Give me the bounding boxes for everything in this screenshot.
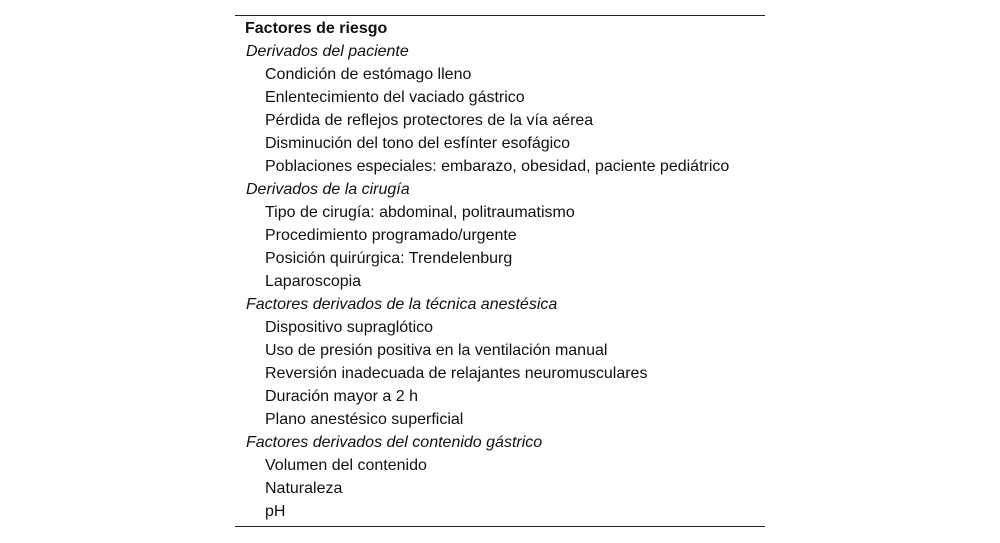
category-title: Factores derivados de la técnica anestésica (246, 296, 558, 313)
category-title: Derivados del paciente (246, 43, 409, 60)
list-item: Naturaleza (265, 480, 343, 497)
list-item: Condición de estómago lleno (265, 66, 472, 83)
list-item: Disminución del tono del esfínter esofágico (265, 135, 571, 152)
group-gastric-content (235, 431, 765, 523)
list-item: Enlentecimiento del vaciado gástrico (265, 89, 525, 106)
list-item: Reversión inadecuada de relajantes neuromusculares (265, 365, 648, 382)
risk-factors-table (235, 15, 765, 527)
list-item: Uso de presión positiva en la ventilación manual (265, 342, 608, 359)
category-title: Factores derivados del contenido gástrico (246, 434, 543, 451)
list-item: Dispositivo supraglótico (265, 319, 434, 336)
list-item: Pérdida de reflejos protectores de la vía aérea (265, 112, 594, 129)
table-header: Factores de riesgo (245, 20, 388, 37)
group-surgery (235, 178, 765, 293)
list-item: Tipo de cirugía: abdominal, politraumatismo (265, 204, 575, 221)
list-item: Duración mayor a 2 h (265, 388, 418, 405)
list-item: Plano anestésico superficial (265, 411, 464, 428)
list-item: Posición quirúrgica: Trendelenburg (265, 250, 513, 267)
group-patient (235, 40, 765, 178)
list-item: Laparoscopia (265, 273, 362, 290)
list-item: Poblaciones especiales: embarazo, obesidad, paciente pediátrico (265, 158, 730, 175)
list-item: Procedimiento programado/urgente (265, 227, 517, 244)
list-item: pH (265, 503, 286, 520)
category-title: Derivados de la cirugía (246, 181, 410, 198)
group-anesthetic-technique (235, 293, 765, 431)
list-item: Volumen del contenido (265, 457, 427, 474)
